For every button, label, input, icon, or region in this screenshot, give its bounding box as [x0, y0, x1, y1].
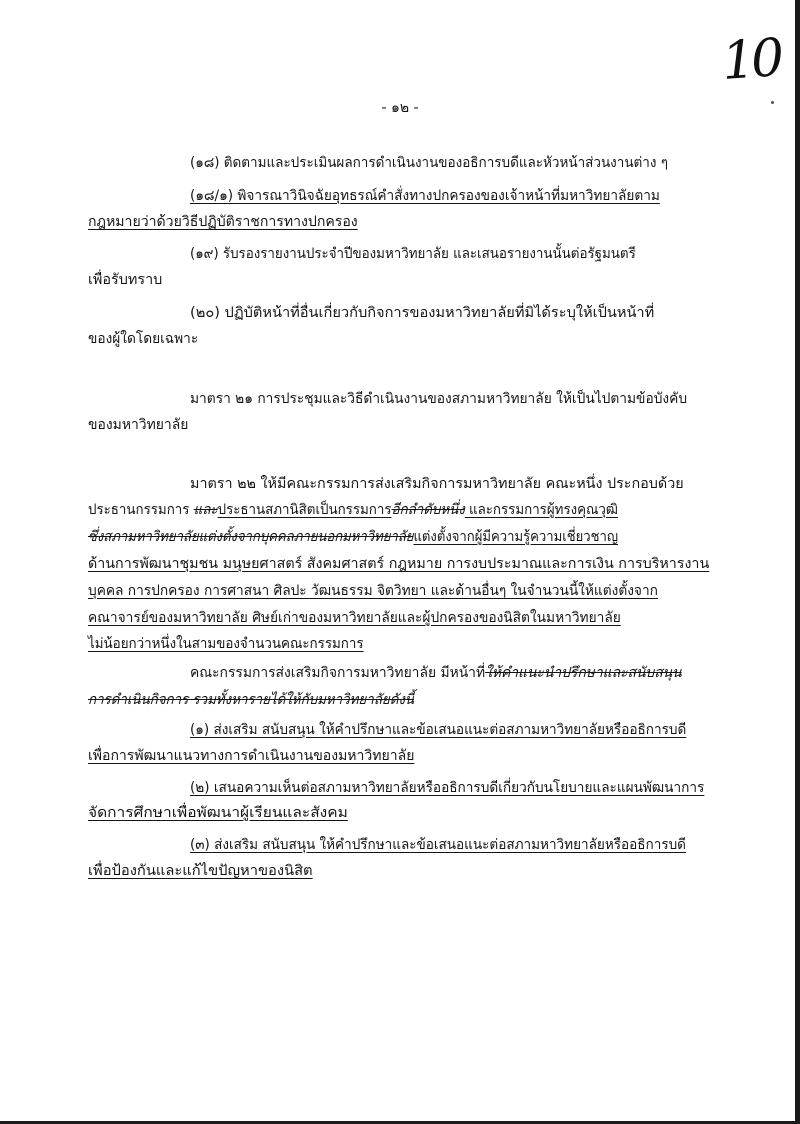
item-19-line2: เพื่อรับทราบ	[88, 272, 163, 288]
duty-1-line2: เพื่อการพัฒนาแนวทางการดำเนินงานของมหาวิทยาลัย	[88, 748, 415, 764]
duty-1-line1: (๑) ส่งเสริม สนับสนุน ให้คำปรึกษาและข้อเสนอแนะต่อสภามหาวิทยาลัยหรืออธิการบดี	[190, 722, 687, 738]
section-22-line6: คณาจารย์ของมหาวิทยาลัย ศิษย์เก่าของมหาวิทยาลัยและผู้ปกครองของนิสิตในมหาวิทยาลัย	[88, 610, 621, 626]
item-20-line2: ของผู้ใดโดยเฉพาะ	[88, 331, 199, 347]
inserted-qualified-members: และกรรมการผู้ทรงคุณวุฒิ	[464, 502, 618, 518]
item-18: (๑๘) ติดตามและประเมินผลการดำเนินงานของอธิการบดีและหัวหน้าส่วนงานต่าง ๆ	[190, 155, 668, 171]
item-19-line1: (๑๙) รับรองรายงานประจำปีของมหาวิทยาลัย และเสนอรายงานนั้นต่อรัฐมนตรี	[190, 246, 636, 262]
section-22-line4: ด้านการพัฒนาชุมชน มนุษยศาสตร์ สังคมศาสตร์ กฎหมาย การงบประมาณและการเงิน การบริหารงาน	[88, 556, 710, 572]
duty-2-line2: จัดการศึกษาเพื่อพัฒนาผู้เรียนและสังคม	[88, 805, 348, 821]
section-22-line5: บุคคล การปกครอง การศาสนา ศิลปะ วัฒนธรรม จิตวิทยา และด้านอื่นๆ ในจำนวนนี้ให้แต่งตั้งจาก	[88, 583, 658, 599]
struck-external-appointment: ซึ่งสภามหาวิทยาลัยแต่งตั้งจากบุคคลภายนอกมหาวิทยาลัย	[88, 529, 414, 545]
duty-2-line1: (๒) เสนอความเห็นต่อสภามหาวิทยาลัยหรืออธิการบดีเกี่ยวกับนโยบายและแผนพัฒนาการ	[190, 780, 705, 796]
item-20-line1: (๒๐) ปฏิบัติหน้าที่อื่นเกี่ยวกับกิจการของมหาวิทยาลัยที่มิได้ระบุให้เป็นหน้าที่	[190, 305, 655, 321]
item-18-1-line2: กฎหมายว่าด้วยวิธีปฏิบัติราชการทางปกครอง	[88, 214, 358, 230]
section-22-line1: มาตรา ๒๒ ให้มีคณะกรรมการส่งเสริมกิจการมหาวิทยาลัย คณะหนึ่ง ประกอบด้วย	[190, 476, 684, 492]
section-22-line9: การดำเนินกิจการ รวมทั้งหารายได้ให้กับมหาวิทยาลัยดังนี้	[88, 692, 414, 708]
handwritten-page-number: 10	[719, 28, 783, 92]
page-number: - ๑๒ -	[381, 100, 419, 116]
section-22-line3	[88, 527, 618, 547]
item-18-1-line1: (๑๘/๑) พิจารณาวินิจฉัยอุทธรณ์คำสั่งทางปกครองของเจ้าหน้าที่มหาวิทยาลัยตาม	[190, 188, 660, 204]
scan-right-edge	[795, 0, 800, 1124]
inserted-student-council-president: ประธานสภานิสิตเป็นกรรมการ	[217, 502, 392, 518]
section-22-line7: ไม่น้อยกว่าหนึ่งในสามของจำนวนคณะกรรมการ	[88, 636, 364, 652]
committee-duty-label: คณะกรรมการส่งเสริมกิจการมหาวิทยาลัย มีหน้าที่	[190, 665, 486, 681]
duty-3-line2: เพื่อป้องกันและแก้ไขปัญหาของนิสิต	[88, 863, 313, 879]
struck-another-rank: อีกลำดับหนึ่ง	[391, 502, 465, 518]
inserted-expert-appointment: แต่งตั้งจากผู้มีความรู้ความเชี่ยวชาญ	[413, 529, 619, 545]
chairman-label: ประธานกรรมการ	[88, 502, 194, 518]
struck-and: และ	[193, 502, 218, 518]
section-21-line1: มาตรา ๒๑ การประชุมและวิธีดำเนินงานของสภามหาวิทยาลัย ให้เป็นไปตามข้อบังคับ	[190, 391, 688, 407]
section-21-line2: ของมหาวิทยาลัย	[88, 417, 189, 433]
struck-advise-support: ให้คำแนะนำปรึกษาและสนับสนุน	[485, 665, 682, 681]
section-22-line8	[190, 663, 682, 683]
section-22-line2	[88, 500, 618, 520]
duty-3-line1: (๓) ส่งเสริม สนับสนุน ให้คำปรึกษาและข้อเสนอแนะต่อสภามหาวิทยาลัยหรืออธิการบดี	[190, 837, 686, 853]
